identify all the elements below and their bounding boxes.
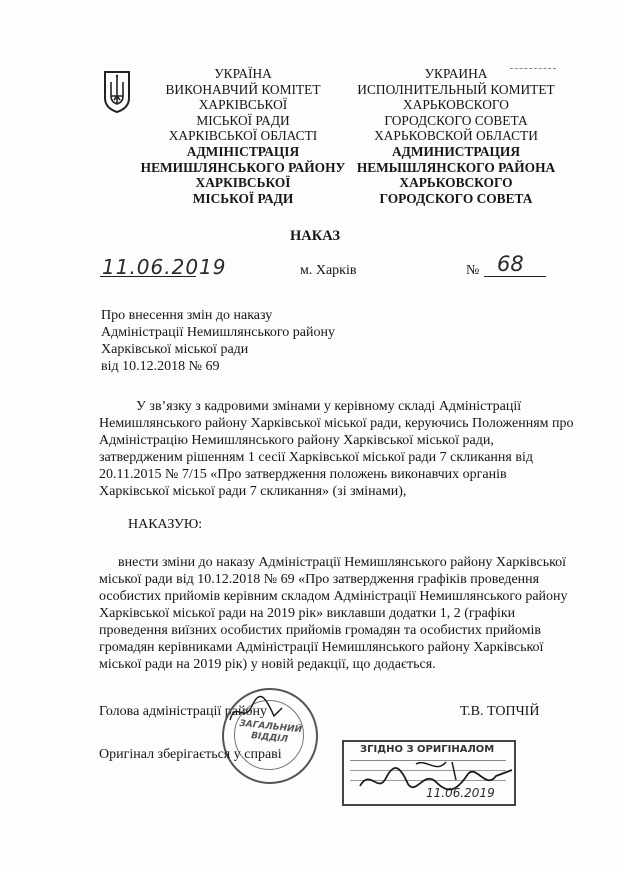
order-line: особистих прийомів керівним складом Адміністрації Немишлянського району [99,589,568,604]
document-subject [101,307,335,375]
preamble-line: Немишлянського району Харківської міської ради, керуючись Положенням про [99,416,574,431]
document-city: м. Харків [300,263,357,278]
header-uk-line: ХАРКІВСЬКОЇ [195,175,291,191]
preamble-line: 20.11.2015 № 7/15 «Про затвердження положень виконавчих органів [99,467,507,482]
document-number: 68 [497,252,524,276]
copy-stamp-date: 11.06.2019 [426,786,495,800]
order-paragraph [99,554,598,673]
copy-stamp-title: ЗГІДНО З ОРИГІНАЛОМ [360,744,495,755]
preamble-line: затвердженим рішенням 1 сесії Харківської міської ради 7 скликання від [99,450,533,465]
header-ukrainian [133,66,353,206]
header-ru-line: ХАРЬКОВСКОГО [403,97,509,113]
copy-certification-signature [356,756,516,804]
header-ru-line: ХАРЬКОВСКОГО [399,175,513,191]
round-stamp-text: ЗАГАЛЬНИЙ ВІДДІЛ [238,718,303,745]
subject-line: Адміністрації Немишлянського району [101,325,336,340]
header-uk-line: МІСЬКОЇ РАДИ [192,190,294,206]
header-uk-line: НЕМИШЛЯНСЬКОГО РАЙОНУ [140,159,346,175]
header-uk-line: ХАРКІВСЬКОЇ ОБЛАСТІ [168,128,318,144]
header-ru-line: ХАРЬКОВСКОЙ ОБЛАСТИ [374,128,538,144]
order-word: НАКАЗУЮ: [128,517,203,532]
header-uk-line: МІСЬКОЇ РАДИ [196,112,290,128]
order-line: проведення виїзних особистих прийомів громадян та особистих прийомів [99,623,541,638]
header-uk-line: АДМІНІСТРАЦІЯ [186,143,300,159]
header-uk-line: ХАРКІВСЬКОЇ [198,97,288,113]
order-line: внести зміни до наказу Адміністрації Немишлянського району Харківської [118,555,567,570]
signature-name: Т.В. ТОПЧІЙ [460,704,540,719]
document-type-title: НАКАЗ [290,228,341,244]
header-russian [346,66,566,206]
preamble-line: Адміністрацію Немишлянського району Харківської міської ради, [99,433,494,448]
header-uk-line: ВИКОНАВЧИЙ КОМІТЕТ [165,81,321,97]
registration-mark [510,54,556,69]
header-ru-line: ИСПОЛНИТЕЛЬНЫЙ КОМИТЕТ [357,81,555,97]
header-ru-line: НЕМЫШЛЯНСКОГО РАЙОНА [356,159,556,175]
subject-line: від 10.12.2018 № 69 [101,359,220,374]
document-number-prefix: № [466,263,480,278]
order-line: міської ради на 2019 рік) у новій редакції, що додається. [99,657,436,672]
header-ru-line: АДМИНИСТРАЦИЯ [391,143,520,159]
order-line: громадян керівниками Адміністрації Немишлянського району Харківської [99,640,544,655]
subject-line: Харківської міської ради [101,342,249,357]
document-date: 11.06.2019 [102,255,227,279]
preamble-line: У зв’язку з кадровими змінами у керівному складі Адміністрації [136,399,522,414]
preamble-line: Харківської міської ради 7 скликання» (зі змінами), [99,484,407,499]
original-storage-note: Оригінал зберігається у справі [99,747,282,762]
date-underline [100,276,196,277]
preamble-paragraph [99,398,598,500]
header-ru-line: ГОРОДСКОГО СОВЕТА [384,112,528,128]
order-line: Харківської міської ради на 2019 рік» виклавши додатки 1, 2 (графіки [99,606,516,621]
header-uk-line: УКРАЇНА [214,66,272,81]
order-line: міської ради від 10.12.2018 № 69 «Про затвердження графіків проведення [99,572,540,587]
number-underline [484,276,546,277]
subject-line: Про внесення змін до наказу [101,308,273,323]
header-ru-line: ГОРОДСКОГО СОВЕТА [379,190,533,206]
signature-position: Голова адміністрації району [99,704,267,719]
head-signature [226,694,286,728]
header-ru-line: УКРАИНА [424,66,488,81]
coat-of-arms-icon [103,70,131,114]
